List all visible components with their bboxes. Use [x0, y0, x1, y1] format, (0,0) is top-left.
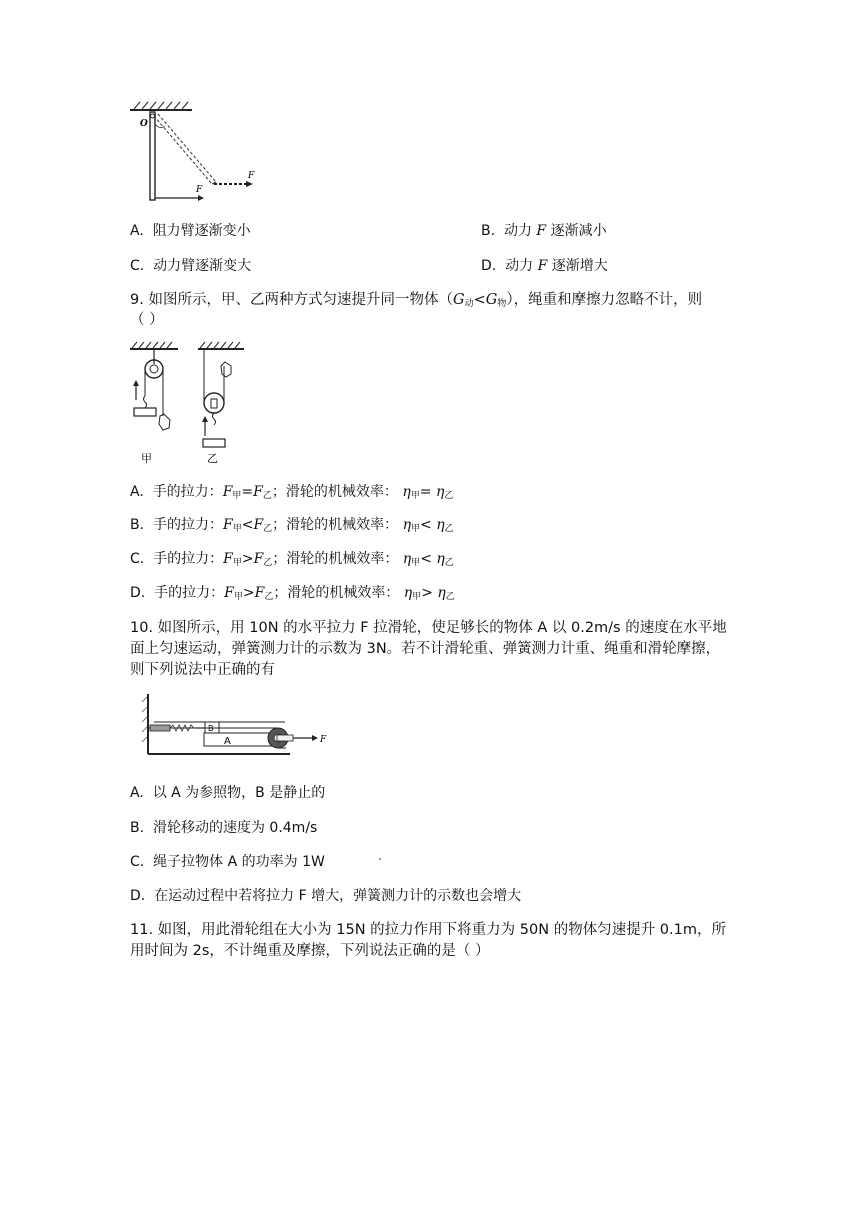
q9-option-b[interactable]: B. 手的拉力：$F_甲<F_乙$；滑轮的机械效率： $\eta_甲< \eta_乙$	[130, 517, 454, 534]
q11-stem-line2: 用时间为 2s，不计绳重及摩擦，下列说法正确的是（ ）	[130, 943, 490, 959]
q9-stem-line2: （ ）	[130, 312, 164, 328]
label-b: B	[208, 724, 214, 733]
label-f: F	[320, 735, 327, 745]
stray-dot	[379, 858, 381, 860]
q9-option-d[interactable]: D. 手的拉力：$F_甲>F_乙$；滑轮的机械效率： $\eta_甲> \eta_乙$	[130, 585, 455, 602]
label-a: A	[224, 736, 231, 747]
q8-option-c[interactable]: C. 动力臂逐渐变大	[130, 258, 252, 274]
q9-stem-line1: 9. 如图所示，甲、乙两种方式匀速提升同一物体$(G_动<G_物)$，绳重和摩擦力忽略不计，则	[130, 292, 703, 309]
label-o: O	[140, 119, 148, 129]
q9-option-a[interactable]: A. 手的拉力：$F_甲=F_乙$；滑轮的机械效率： $\eta_甲= \eta_乙$	[130, 484, 454, 501]
q8-option-d[interactable]: D. 动力 F 逐渐增大	[481, 258, 608, 274]
q10-option-b[interactable]: B. 滑轮移动的速度为 0.4m/s	[130, 820, 318, 836]
q8-option-a[interactable]: A. 阻力臂逐渐变小	[130, 223, 251, 239]
q11-stem-line1: 11. 如图，用此滑轮组在大小为 15N 的拉力作用下将重力为 50N 的物体匀速提升 0.1m，所	[130, 922, 726, 938]
q10-stem-line1: 10. 如图所示，用 10N 的水平拉力 F 拉滑轮，使足够长的物体 A 以 0.2m/s 的速度在水平地	[130, 620, 727, 636]
q10-stem-line3: 则下列说法中正确的有	[130, 662, 275, 678]
q10-option-c[interactable]: C. 绳子拉物体 A 的功率为 1W	[130, 854, 325, 870]
label-f-dashed: F	[248, 171, 255, 181]
q10-option-a[interactable]: A. 以 A 为参照物，B 是静止的	[130, 785, 326, 801]
q9-option-c[interactable]: C. 手的拉力：$F_甲>F_乙$；滑轮的机械效率： $\eta_甲< \eta_乙$	[130, 551, 454, 568]
q10-option-d[interactable]: D. 在运动过程中若将拉力 F 增大，弹簧测力计的示数也会增大	[130, 888, 522, 904]
label-jia: 甲	[141, 452, 152, 465]
lever-figure	[126, 98, 276, 204]
pulley-figure	[126, 336, 248, 468]
q10-stem-line2: 面上匀速运动，弹簧测力计的示数为 3N。若不计滑轮重、弹簧测力计重、绳重和滑轮摩擦，	[130, 641, 721, 657]
sliding-pulley-figure	[140, 692, 340, 762]
label-f-solid: F	[196, 185, 203, 195]
label-yi: 乙	[207, 452, 218, 465]
q8-option-b[interactable]: B. 动力 F 逐渐减小	[481, 223, 607, 239]
